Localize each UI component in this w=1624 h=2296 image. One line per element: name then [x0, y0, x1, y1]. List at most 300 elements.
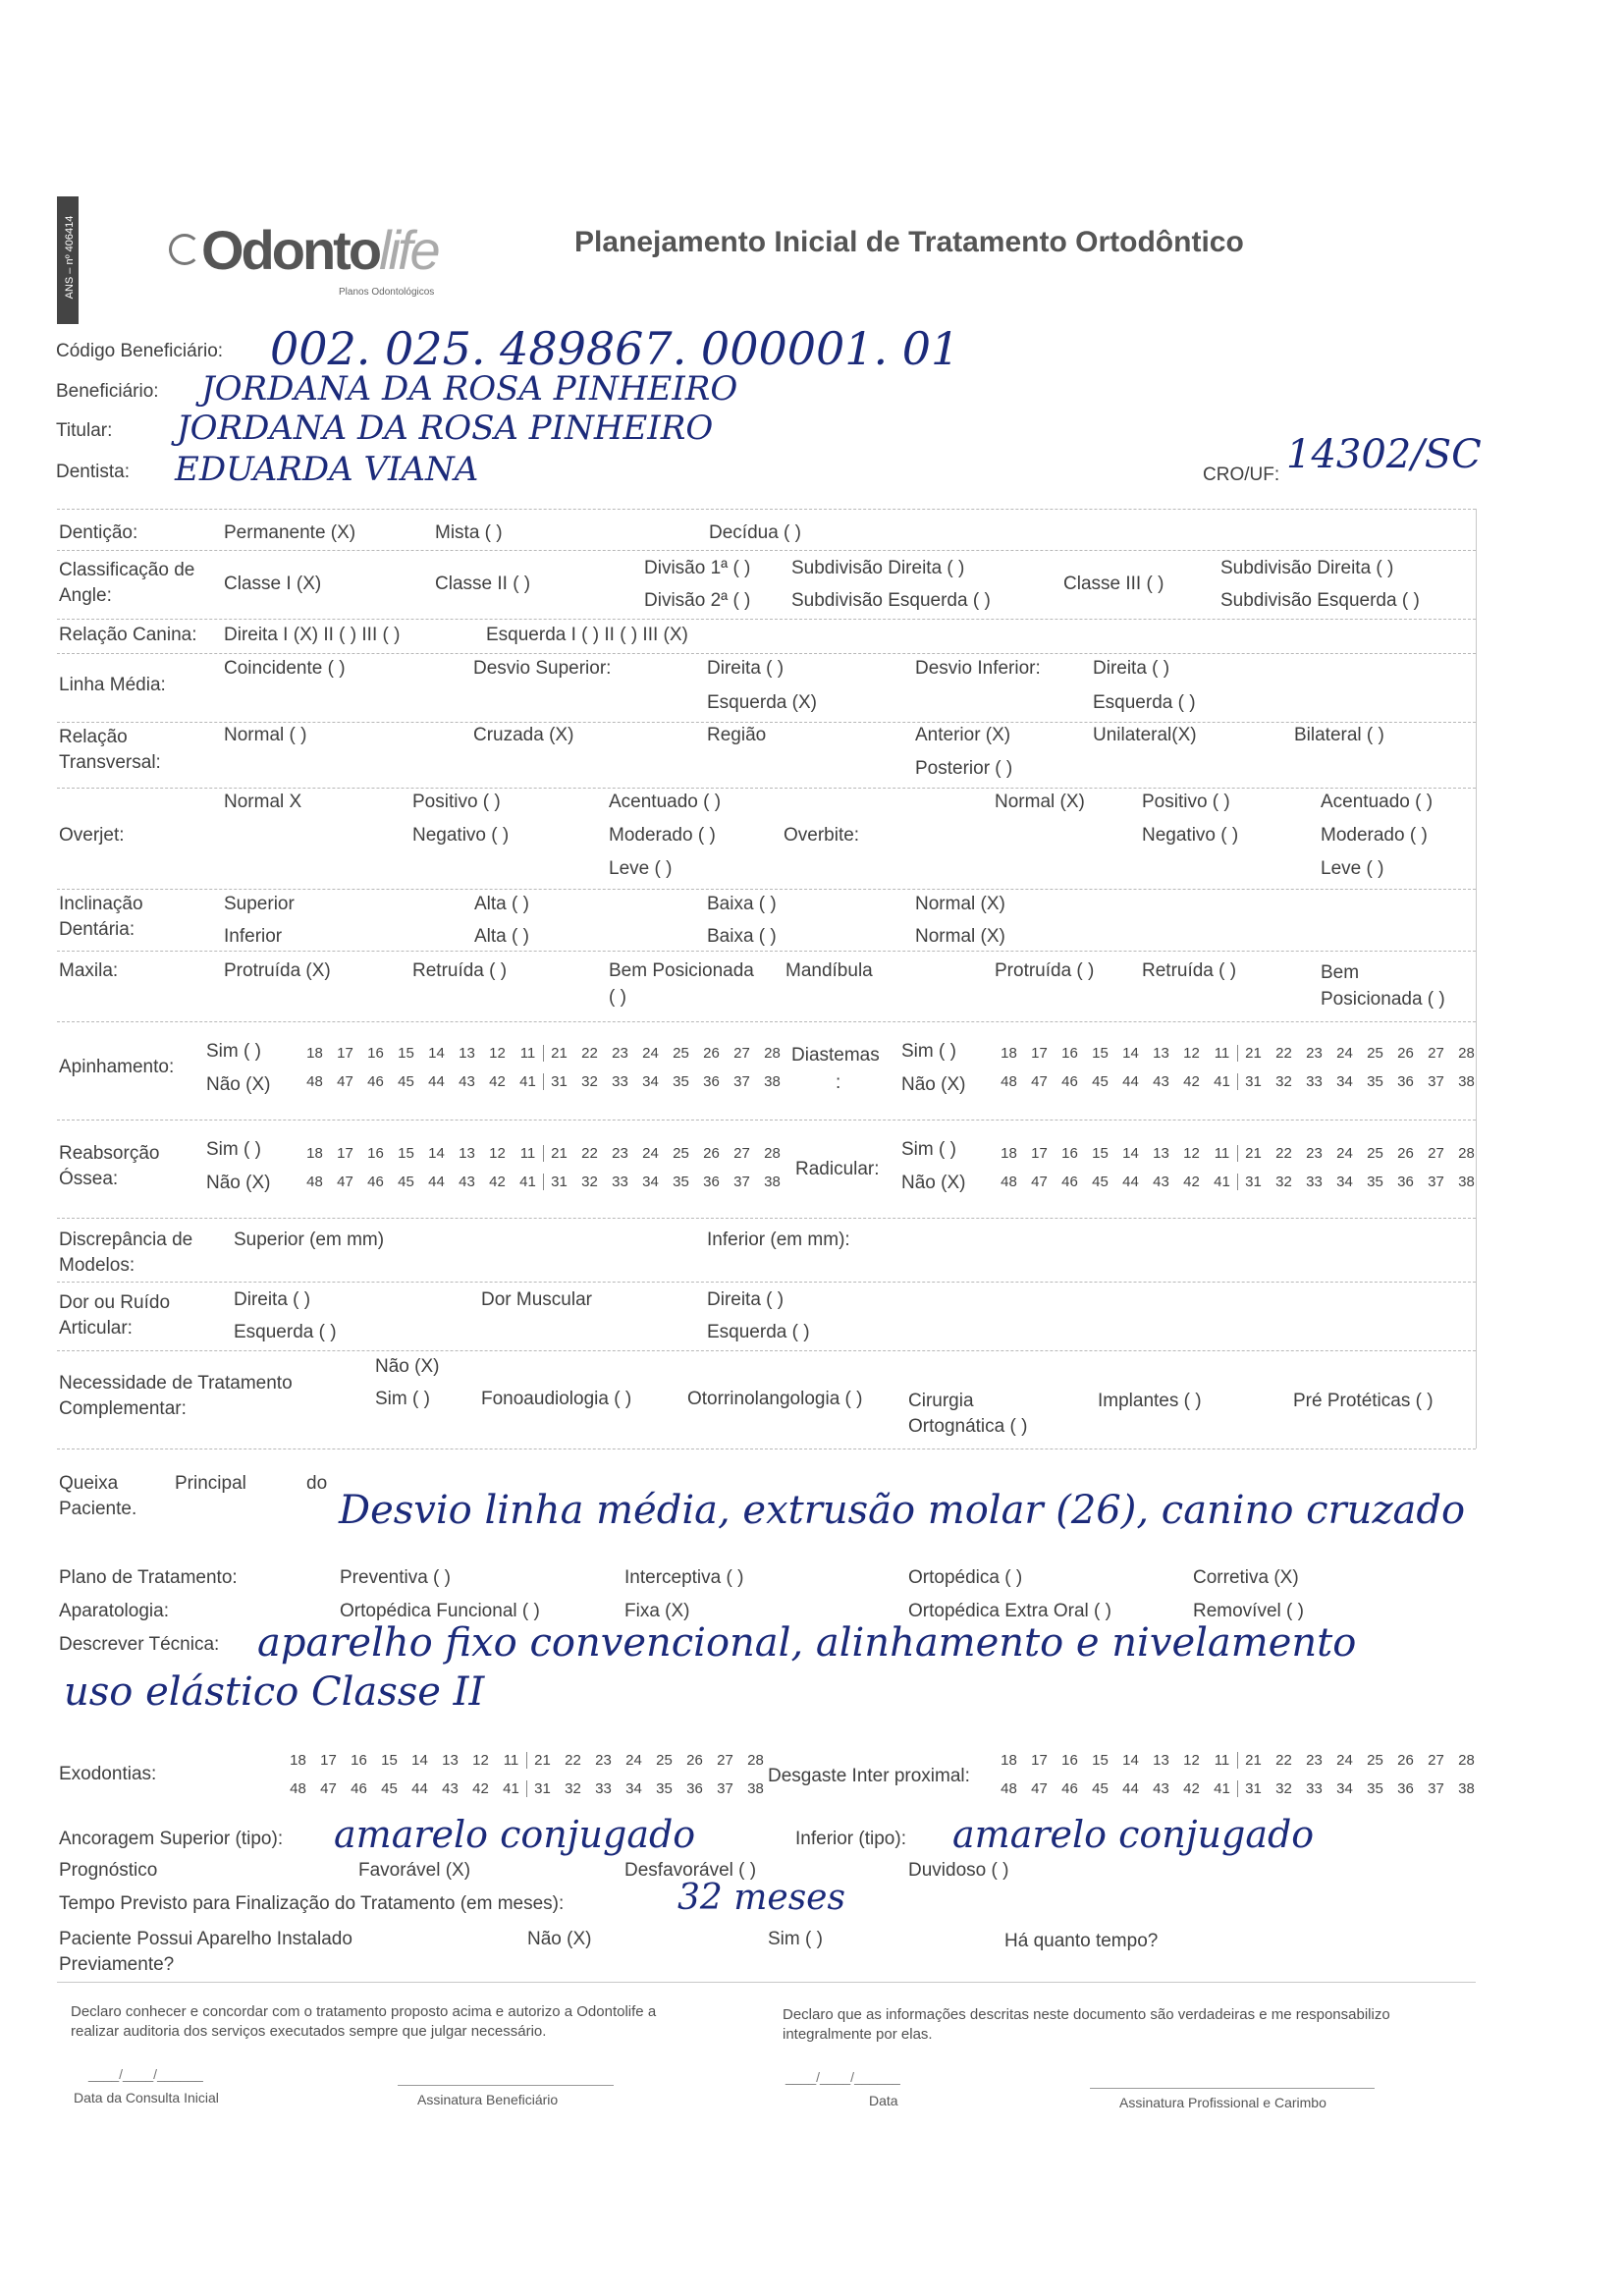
tooth-16[interactable]: 16: [367, 1145, 384, 1162]
transversal-posterior[interactable]: Posterior ( ): [915, 758, 1013, 779]
tooth-14[interactable]: 14: [1122, 1045, 1139, 1062]
tooth-22[interactable]: 22: [1275, 1145, 1292, 1162]
tooth-44[interactable]: 44: [1122, 1073, 1139, 1090]
ans-side-tag: [57, 196, 79, 324]
tooth-36[interactable]: 36: [703, 1073, 720, 1090]
linha-sup-dir[interactable]: Direita ( ): [707, 658, 785, 679]
angle-classe1[interactable]: Classe I (X): [224, 574, 322, 594]
tooth-25[interactable]: 25: [656, 1752, 673, 1769]
tooth-12[interactable]: 12: [472, 1752, 489, 1769]
aparatologia-extra[interactable]: Ortopédica Extra Oral ( ): [908, 1601, 1111, 1621]
prognostico-duvidoso[interactable]: Duvidoso ( ): [908, 1860, 1009, 1881]
codigo-label: Código Beneficiário:: [56, 341, 224, 361]
tooth-31[interactable]: 31: [1237, 1780, 1269, 1797]
tooth-17[interactable]: 17: [1031, 1145, 1048, 1162]
complementar-proteticas[interactable]: Pré Protéticas ( ): [1293, 1391, 1434, 1411]
tooth-34[interactable]: 34: [642, 1174, 659, 1190]
tooth-48[interactable]: 48: [1001, 1780, 1017, 1797]
tooth-47[interactable]: 47: [337, 1174, 353, 1190]
date-consulta-blank[interactable]: ____/____/______: [88, 2066, 203, 2082]
complementar-nao[interactable]: Não (X): [375, 1356, 440, 1377]
codigo-value: 002. 025. 489867. 000001. 01: [270, 322, 960, 375]
divider: [57, 550, 1476, 551]
inclinacao-baixa-sup[interactable]: Baixa ( ): [707, 894, 777, 914]
tooth-22[interactable]: 22: [565, 1752, 581, 1769]
tooth-35[interactable]: 35: [656, 1780, 673, 1797]
complementar-implantes[interactable]: Implantes ( ): [1098, 1391, 1202, 1411]
tooth-43[interactable]: 43: [442, 1780, 459, 1797]
tooth-21[interactable]: 21: [526, 1752, 558, 1769]
tooth-14[interactable]: 14: [411, 1752, 428, 1769]
tooth-17[interactable]: 17: [337, 1045, 353, 1062]
tooth-46[interactable]: 46: [351, 1780, 367, 1797]
tooth-32[interactable]: 32: [1275, 1780, 1292, 1797]
tooth-33[interactable]: 33: [612, 1073, 628, 1090]
tooth-45[interactable]: 45: [381, 1780, 398, 1797]
tooth-24[interactable]: 24: [1336, 1045, 1353, 1062]
tooth-13[interactable]: 13: [1153, 1045, 1169, 1062]
tooth-45[interactable]: 45: [1092, 1073, 1109, 1090]
tooth-44[interactable]: 44: [411, 1780, 428, 1797]
tooth-23[interactable]: 23: [612, 1045, 628, 1062]
tooth-38[interactable]: 38: [1458, 1073, 1475, 1090]
maxila-retruida[interactable]: Retruída ( ): [412, 960, 508, 981]
tooth-14[interactable]: 14: [428, 1145, 445, 1162]
tooth-21[interactable]: 21: [1237, 1752, 1269, 1769]
beneficiario-label: Beneficiário:: [56, 381, 159, 402]
apinhamento-nao[interactable]: Não (X): [206, 1074, 271, 1095]
tooth-35[interactable]: 35: [1367, 1174, 1383, 1190]
tooth-16[interactable]: 16: [1061, 1045, 1078, 1062]
inclinacao-baixa-inf[interactable]: Baixa ( ): [707, 926, 777, 947]
tooth-28[interactable]: 28: [764, 1145, 781, 1162]
linha-inf-dir[interactable]: Direita ( ): [1093, 658, 1170, 679]
transversal-bilateral[interactable]: Bilateral ( ): [1294, 725, 1384, 745]
tooth-13[interactable]: 13: [1153, 1752, 1169, 1769]
angle-classe2[interactable]: Classe II ( ): [435, 574, 531, 594]
tooth-11[interactable]: 11: [1214, 1045, 1230, 1062]
tooth-32[interactable]: 32: [1275, 1073, 1292, 1090]
declaracao-left-2: realizar auditoria dos serviços executados sempre que julgar necessário.: [71, 2023, 547, 2040]
transversal-cruzada[interactable]: Cruzada (X): [473, 725, 574, 745]
tooth-11[interactable]: 11: [519, 1045, 536, 1062]
tooth-27[interactable]: 27: [1428, 1752, 1444, 1769]
tooth-44[interactable]: 44: [1122, 1174, 1139, 1190]
tooth-23[interactable]: 23: [1306, 1752, 1323, 1769]
tooth-31[interactable]: 31: [543, 1174, 574, 1190]
tooth-31[interactable]: 31: [543, 1073, 574, 1090]
tooth-26[interactable]: 26: [686, 1752, 703, 1769]
angle-subd2[interactable]: Subdivisão Direita ( ): [1220, 558, 1394, 578]
tooth-42[interactable]: 42: [1183, 1780, 1200, 1797]
tooth-14[interactable]: 14: [428, 1045, 445, 1062]
tooth-18[interactable]: 18: [306, 1045, 323, 1062]
tooth-35[interactable]: 35: [673, 1073, 689, 1090]
tooth-16[interactable]: 16: [1061, 1145, 1078, 1162]
tooth-38[interactable]: 38: [1458, 1174, 1475, 1190]
aparatologia-removivel[interactable]: Removível ( ): [1193, 1601, 1304, 1621]
tecnica-line-2[interactable]: uso elástico Classe II: [64, 1669, 485, 1715]
tooth-41[interactable]: 41: [1214, 1174, 1230, 1190]
aparatologia-label: Aparatologia:: [59, 1601, 169, 1621]
tooth-23[interactable]: 23: [612, 1145, 628, 1162]
tooth-22[interactable]: 22: [581, 1045, 598, 1062]
tooth-41[interactable]: 41: [519, 1073, 536, 1090]
tooth-34[interactable]: 34: [1336, 1174, 1353, 1190]
reabsorcao-sim[interactable]: Sim ( ): [206, 1139, 261, 1160]
inclinacao-alta-inf[interactable]: Alta ( ): [474, 926, 529, 947]
tooth-38[interactable]: 38: [764, 1174, 781, 1190]
tooth-41[interactable]: 41: [519, 1174, 536, 1190]
exodontias-teeth-lower: [283, 1780, 771, 1797]
overjet-positivo[interactable]: Positivo ( ): [412, 792, 501, 812]
overjet-moderado[interactable]: Moderado ( ): [609, 825, 716, 846]
tooth-37[interactable]: 37: [1428, 1780, 1444, 1797]
prognostico-desfavoravel[interactable]: Desfavorável ( ): [624, 1860, 757, 1881]
tooth-24[interactable]: 24: [642, 1045, 659, 1062]
linha-desvio-inf: Desvio Inferior:: [915, 658, 1041, 679]
tooth-17[interactable]: 17: [337, 1145, 353, 1162]
tooth-44[interactable]: 44: [1122, 1780, 1139, 1797]
tooth-43[interactable]: 43: [1153, 1073, 1169, 1090]
tooth-15[interactable]: 15: [398, 1045, 414, 1062]
linha-sup-esq[interactable]: Esquerda (X): [707, 692, 817, 713]
tooth-45[interactable]: 45: [1092, 1780, 1109, 1797]
tooth-28[interactable]: 28: [747, 1752, 764, 1769]
date-blank[interactable]: ____/____/______: [785, 2069, 900, 2085]
plano-preventiva[interactable]: Preventiva ( ): [340, 1567, 451, 1588]
tooth-47[interactable]: 47: [320, 1780, 337, 1797]
tooth-22[interactable]: 22: [1275, 1752, 1292, 1769]
tooth-28[interactable]: 28: [1458, 1145, 1475, 1162]
tooth-47[interactable]: 47: [1031, 1780, 1048, 1797]
tooth-12[interactable]: 12: [1183, 1752, 1200, 1769]
tooth-18[interactable]: 18: [290, 1752, 306, 1769]
tooth-42[interactable]: 42: [489, 1174, 506, 1190]
tooth-46[interactable]: 46: [367, 1174, 384, 1190]
angle-sube1[interactable]: Subdivisão Esquerda ( ): [791, 590, 991, 611]
tooth-28[interactable]: 28: [1458, 1045, 1475, 1062]
prognostico-favoravel[interactable]: Favorável (X): [358, 1860, 471, 1881]
tooth-25[interactable]: 25: [1367, 1045, 1383, 1062]
tooth-32[interactable]: 32: [1275, 1174, 1292, 1190]
tooth-38[interactable]: 38: [764, 1073, 781, 1090]
tooth-36[interactable]: 36: [1397, 1073, 1414, 1090]
tooth-25[interactable]: 25: [673, 1145, 689, 1162]
tooth-37[interactable]: 37: [717, 1780, 733, 1797]
tooth-26[interactable]: 26: [703, 1145, 720, 1162]
angle-div1[interactable]: Divisão 1ª ( ): [644, 558, 751, 578]
tooth-25[interactable]: 25: [1367, 1145, 1383, 1162]
tooth-38[interactable]: 38: [1458, 1780, 1475, 1797]
inclinacao-normal-inf[interactable]: Normal (X): [915, 926, 1005, 947]
tooth-48[interactable]: 48: [306, 1174, 323, 1190]
complementar-otorrino[interactable]: Otorrinolangologia ( ): [687, 1389, 863, 1409]
tooth-14[interactable]: 14: [1122, 1752, 1139, 1769]
tooth-23[interactable]: 23: [1306, 1145, 1323, 1162]
transversal-unilateral[interactable]: Unilateral(X): [1093, 725, 1197, 745]
tooth-24[interactable]: 24: [625, 1752, 642, 1769]
tooth-24[interactable]: 24: [642, 1145, 659, 1162]
tooth-13[interactable]: 13: [442, 1752, 459, 1769]
tooth-14[interactable]: 14: [1122, 1145, 1139, 1162]
tooth-18[interactable]: 18: [1001, 1145, 1017, 1162]
tooth-36[interactable]: 36: [1397, 1174, 1414, 1190]
tooth-23[interactable]: 23: [595, 1752, 612, 1769]
tooth-47[interactable]: 47: [1031, 1174, 1048, 1190]
discrepancia-superior[interactable]: Superior (em mm): [234, 1230, 385, 1250]
tooth-12[interactable]: 12: [489, 1145, 506, 1162]
inclinacao-superior: Superior: [224, 894, 295, 914]
mandibula-label: Mandíbula: [785, 960, 873, 981]
tooth-15[interactable]: 15: [1092, 1145, 1109, 1162]
angle-subd1[interactable]: Subdivisão Direita ( ): [791, 558, 965, 578]
tooth-34[interactable]: 34: [1336, 1073, 1353, 1090]
canina-direita[interactable]: Direita I (X) II ( ) III ( ): [224, 625, 401, 645]
tooth-11[interactable]: 11: [519, 1145, 536, 1162]
aparatologia-fixa[interactable]: Fixa (X): [624, 1601, 690, 1621]
tooth-17[interactable]: 17: [1031, 1045, 1048, 1062]
complementar-cirurgia-1[interactable]: Cirurgia: [908, 1391, 974, 1411]
tooth-21[interactable]: 21: [543, 1045, 574, 1062]
tooth-11[interactable]: 11: [503, 1752, 519, 1769]
complementar-fono[interactable]: Fonoaudiologia ( ): [481, 1389, 632, 1409]
tooth-15[interactable]: 15: [381, 1752, 398, 1769]
tooth-25[interactable]: 25: [673, 1045, 689, 1062]
tooth-32[interactable]: 32: [565, 1780, 581, 1797]
apinhamento-teeth-upper: [299, 1045, 787, 1062]
maxila-bem-2[interactable]: ( ): [609, 987, 626, 1008]
tooth-32[interactable]: 32: [581, 1073, 598, 1090]
tooth-36[interactable]: 36: [686, 1780, 703, 1797]
tooth-18[interactable]: 18: [1001, 1752, 1017, 1769]
tooth-37[interactable]: 37: [733, 1174, 750, 1190]
tooth-46[interactable]: 46: [1061, 1073, 1078, 1090]
tooth-12[interactable]: 12: [1183, 1145, 1200, 1162]
mandibula-bem-2[interactable]: Posicionada ( ): [1321, 989, 1445, 1010]
tooth-21[interactable]: 21: [1237, 1145, 1269, 1162]
tooth-18[interactable]: 18: [1001, 1045, 1017, 1062]
tooth-44[interactable]: 44: [428, 1073, 445, 1090]
tooth-27[interactable]: 27: [717, 1752, 733, 1769]
tooth-37[interactable]: 37: [1428, 1073, 1444, 1090]
linha-inf-esq[interactable]: Esquerda ( ): [1093, 692, 1196, 713]
tooth-26[interactable]: 26: [1397, 1045, 1414, 1062]
mandibula-protruida[interactable]: Protruída ( ): [995, 960, 1095, 981]
tooth-38[interactable]: 38: [747, 1780, 764, 1797]
overjet-leve[interactable]: Leve ( ): [609, 858, 673, 879]
tooth-16[interactable]: 16: [351, 1752, 367, 1769]
tooth-11[interactable]: 11: [1214, 1145, 1230, 1162]
diastemas-nao[interactable]: Não (X): [901, 1074, 966, 1095]
tooth-22[interactable]: 22: [581, 1145, 598, 1162]
tooth-33[interactable]: 33: [612, 1174, 628, 1190]
overbite-moderado[interactable]: Moderado ( ): [1321, 825, 1428, 846]
tooth-33[interactable]: 33: [595, 1780, 612, 1797]
mandibula-bem-1[interactable]: Bem: [1321, 962, 1360, 983]
tooth-28[interactable]: 28: [764, 1045, 781, 1062]
divider: [57, 1218, 1476, 1219]
reabsorcao-nao[interactable]: Não (X): [206, 1173, 271, 1193]
tooth-34[interactable]: 34: [625, 1780, 642, 1797]
tooth-13[interactable]: 13: [1153, 1145, 1169, 1162]
tooth-42[interactable]: 42: [489, 1073, 506, 1090]
tooth-44[interactable]: 44: [428, 1174, 445, 1190]
tooth-11[interactable]: 11: [1214, 1752, 1230, 1769]
overbite-normal[interactable]: Normal (X): [995, 792, 1085, 812]
tooth-47[interactable]: 47: [1031, 1073, 1048, 1090]
discrepancia-inferior[interactable]: Inferior (em mm):: [707, 1230, 850, 1250]
denticao-mista[interactable]: Mista ( ): [435, 522, 503, 543]
tooth-45[interactable]: 45: [1092, 1174, 1109, 1190]
tooth-26[interactable]: 26: [1397, 1145, 1414, 1162]
tooth-33[interactable]: 33: [1306, 1073, 1323, 1090]
tooth-42[interactable]: 42: [1183, 1174, 1200, 1190]
tooth-33[interactable]: 33: [1306, 1780, 1323, 1797]
plano-ortopedica[interactable]: Ortopédica ( ): [908, 1567, 1023, 1588]
overbite-acentuado[interactable]: Acentuado ( ): [1321, 792, 1434, 812]
tooth-46[interactable]: 46: [1061, 1174, 1078, 1190]
tooth-17[interactable]: 17: [1031, 1752, 1048, 1769]
ancoragem-superior[interactable]: amarelo conjugado: [334, 1813, 696, 1856]
diastemas-sim[interactable]: Sim ( ): [901, 1041, 956, 1062]
queixa-value[interactable]: Desvio linha média, extrusão molar (26), canino cruzado: [339, 1488, 1466, 1533]
denticao-permanente[interactable]: Permanente (X): [224, 522, 356, 543]
tooth-34[interactable]: 34: [1336, 1780, 1353, 1797]
overbite-leve[interactable]: Leve ( ): [1321, 858, 1384, 879]
transversal-anterior[interactable]: Anterior (X): [915, 725, 1011, 745]
tooth-24[interactable]: 24: [1336, 1752, 1353, 1769]
tooth-27[interactable]: 27: [1428, 1145, 1444, 1162]
tooth-13[interactable]: 13: [459, 1145, 475, 1162]
tooth-43[interactable]: 43: [459, 1073, 475, 1090]
overjet-negativo[interactable]: Negativo ( ): [412, 825, 510, 846]
previo-sim[interactable]: Sim ( ): [768, 1929, 823, 1949]
maxila-protruida[interactable]: Protruída (X): [224, 960, 331, 981]
overjet-normal[interactable]: Normal X: [224, 792, 302, 812]
tooth-36[interactable]: 36: [703, 1174, 720, 1190]
tooth-45[interactable]: 45: [398, 1174, 414, 1190]
tooth-37[interactable]: 37: [1428, 1174, 1444, 1190]
tooth-28[interactable]: 28: [1458, 1752, 1475, 1769]
tooth-18[interactable]: 18: [306, 1145, 323, 1162]
overbite-negativo[interactable]: Negativo ( ): [1142, 825, 1239, 846]
tooth-35[interactable]: 35: [1367, 1780, 1383, 1797]
tooth-17[interactable]: 17: [320, 1752, 337, 1769]
dor-muscular-esquerda[interactable]: Esquerda ( ): [707, 1322, 810, 1342]
transversal-normal[interactable]: Normal ( ): [224, 725, 307, 745]
tooth-31[interactable]: 31: [526, 1780, 558, 1797]
inclinacao-normal-sup[interactable]: Normal (X): [915, 894, 1005, 914]
tooth-12[interactable]: 12: [1183, 1045, 1200, 1062]
tooth-43[interactable]: 43: [1153, 1780, 1169, 1797]
plano-corretiva[interactable]: Corretiva (X): [1193, 1567, 1299, 1588]
mandibula-retruida[interactable]: Retruída ( ): [1142, 960, 1237, 981]
tooth-46[interactable]: 46: [1061, 1780, 1078, 1797]
tooth-41[interactable]: 41: [503, 1780, 519, 1797]
data-consulta-label: Data da Consulta Inicial: [74, 2090, 219, 2105]
tooth-12[interactable]: 12: [489, 1045, 506, 1062]
tooth-45[interactable]: 45: [398, 1073, 414, 1090]
previo-nao[interactable]: Não (X): [527, 1929, 592, 1949]
tooth-35[interactable]: 35: [1367, 1073, 1383, 1090]
complementar-sim[interactable]: Sim ( ): [375, 1389, 430, 1409]
tooth-34[interactable]: 34: [642, 1073, 659, 1090]
tooth-43[interactable]: 43: [1153, 1174, 1169, 1190]
tecnica-line-1[interactable]: aparelho fixo convencional, alinhamento e nivelamento: [257, 1620, 1357, 1666]
tooth-46[interactable]: 46: [367, 1073, 384, 1090]
dor-muscular-direita[interactable]: Direita ( ): [707, 1289, 785, 1310]
apinhamento-sim[interactable]: Sim ( ): [206, 1041, 261, 1062]
tooth-15[interactable]: 15: [398, 1145, 414, 1162]
tooth-43[interactable]: 43: [459, 1174, 475, 1190]
denticao-decidua[interactable]: Decídua ( ): [709, 522, 801, 543]
tooth-48[interactable]: 48: [290, 1780, 306, 1797]
tooth-48[interactable]: 48: [306, 1073, 323, 1090]
tooth-27[interactable]: 27: [1428, 1045, 1444, 1062]
tooth-31[interactable]: 31: [1237, 1073, 1269, 1090]
tooth-42[interactable]: 42: [1183, 1073, 1200, 1090]
tooth-24[interactable]: 24: [1336, 1145, 1353, 1162]
angle-div2[interactable]: Divisão 2ª ( ): [644, 590, 751, 611]
tooth-22[interactable]: 22: [1275, 1045, 1292, 1062]
overbite-positivo[interactable]: Positivo ( ): [1142, 792, 1230, 812]
tooth-21[interactable]: 21: [543, 1145, 574, 1162]
tooth-15[interactable]: 15: [1092, 1045, 1109, 1062]
radicular-nao[interactable]: Não (X): [901, 1173, 966, 1193]
tooth-25[interactable]: 25: [1367, 1752, 1383, 1769]
tooth-26[interactable]: 26: [1397, 1752, 1414, 1769]
tooth-31[interactable]: 31: [1237, 1174, 1269, 1190]
inclinacao-alta-sup[interactable]: Alta ( ): [474, 894, 529, 914]
tempo-value[interactable]: 32 meses: [677, 1878, 845, 1918]
tooth-32[interactable]: 32: [581, 1174, 598, 1190]
tooth-47[interactable]: 47: [337, 1073, 353, 1090]
dor-esquerda[interactable]: Esquerda ( ): [234, 1322, 337, 1342]
overjet-acentuado[interactable]: Acentuado ( ): [609, 792, 722, 812]
tooth-27[interactable]: 27: [733, 1045, 750, 1062]
tooth-16[interactable]: 16: [1061, 1752, 1078, 1769]
tooth-21[interactable]: 21: [1237, 1045, 1269, 1062]
tooth-15[interactable]: 15: [1092, 1752, 1109, 1769]
complementar-cirurgia-2[interactable]: Ortognática ( ): [908, 1416, 1028, 1437]
linha-coincidente[interactable]: Coincidente ( ): [224, 658, 346, 679]
tooth-16[interactable]: 16: [367, 1045, 384, 1062]
canina-esquerda[interactable]: Esquerda I ( ) II ( ) III (X): [486, 625, 688, 645]
tooth-27[interactable]: 27: [733, 1145, 750, 1162]
dor-direita[interactable]: Direita ( ): [234, 1289, 311, 1310]
plano-interceptiva[interactable]: Interceptiva ( ): [624, 1567, 744, 1588]
tooth-37[interactable]: 37: [733, 1073, 750, 1090]
tooth-41[interactable]: 41: [1214, 1073, 1230, 1090]
tooth-33[interactable]: 33: [1306, 1174, 1323, 1190]
ancoragem-inferior[interactable]: amarelo conjugado: [952, 1813, 1315, 1856]
tooth-36[interactable]: 36: [1397, 1780, 1414, 1797]
tooth-42[interactable]: 42: [472, 1780, 489, 1797]
tooth-23[interactable]: 23: [1306, 1045, 1323, 1062]
tooth-48[interactable]: 48: [1001, 1174, 1017, 1190]
radicular-sim[interactable]: Sim ( ): [901, 1139, 956, 1160]
tooth-41[interactable]: 41: [1214, 1780, 1230, 1797]
aparatologia-funcional[interactable]: Ortopédica Funcional ( ): [340, 1601, 540, 1621]
tooth-35[interactable]: 35: [673, 1174, 689, 1190]
tooth-48[interactable]: 48: [1001, 1073, 1017, 1090]
angle-sube2[interactable]: Subdivisão Esquerda ( ): [1220, 590, 1420, 611]
tooth-26[interactable]: 26: [703, 1045, 720, 1062]
maxila-bem-1[interactable]: Bem Posicionada: [609, 960, 754, 981]
tooth-13[interactable]: 13: [459, 1045, 475, 1062]
angle-classe3[interactable]: Classe III ( ): [1063, 574, 1164, 594]
